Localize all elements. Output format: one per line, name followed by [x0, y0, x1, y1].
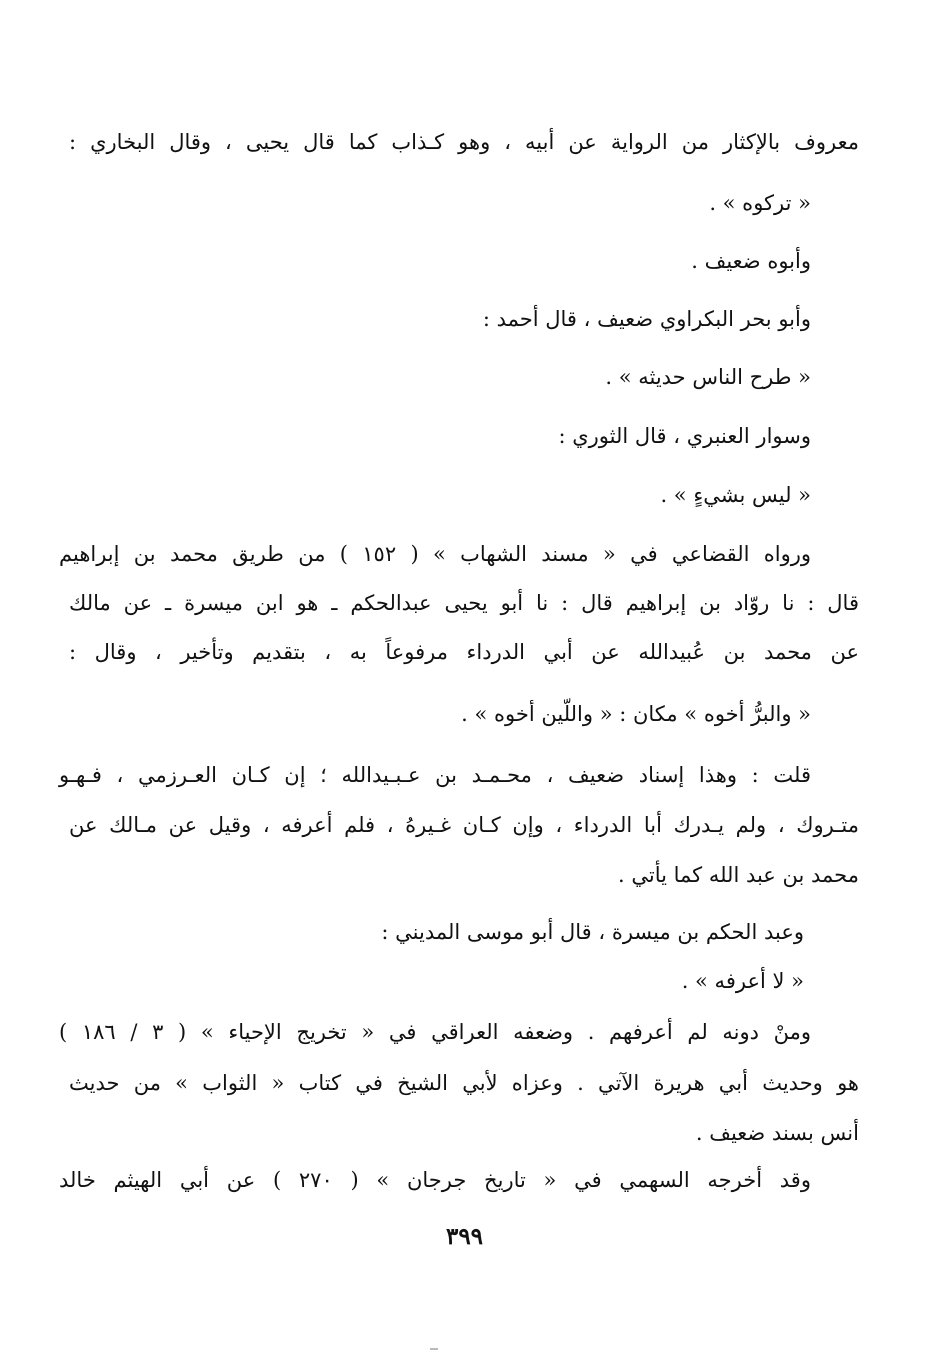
quote-line: « طرح الناس حديثه » . — [605, 365, 811, 389]
text-line: أنس بسند ضعيف . — [695, 1121, 859, 1145]
page-number: ٣٩٩ — [445, 1223, 484, 1250]
text-line: وأبوه ضعيف . — [691, 249, 811, 273]
text-line: عن محمد بن عُبيدالله عن أبي الدرداء مرفوعاً به ، بتقديم وتأخير ، وقال : — [69, 640, 859, 664]
quote-line: « ليس بشيءٍ » . — [660, 483, 811, 507]
text-line: ومنْ دونه لم أعرفهم . وضعفه العراقي في « تخريج الإحياء » ( ٣ / ١٨٦ ) — [59, 1020, 811, 1044]
text-line: قال : نا روّاد بن إبراهيم قال : نا أبو يحيى عبدالحكم ـ هو ابن ميسرة ـ عن مالك — [69, 591, 859, 615]
text-line: متـروك ، ولم يـدرك أبا الدرداء ، وإن كـان غـيرهُ ، فلم أعرفه ، وقيل عن مـالك عن — [69, 813, 859, 837]
quote-line: « تركوه » . — [709, 191, 811, 215]
text-line: معروف بالإكثار من الرواية عن أبيه ، وهو كـذاب كما قال يحيى ، وقال البخاري : — [69, 130, 859, 154]
text-line: وأبو بحر البكراوي ضعيف ، قال أحمد : — [482, 307, 811, 331]
text-line: وسوار العنبري ، قال الثوري : — [558, 424, 811, 448]
text-line: قلت : وهذا إسناد ضعيف ، محـمـد بن عـبـيدالله ؛ إن كـان العـرزمي ، فـهـو — [59, 763, 812, 787]
text-line: محمد بن عبد الله كما يأتي . — [618, 863, 859, 887]
text-line: هو وحديث أبي هريرة الآتي . وعزاه لأبي الشيخ في كتاب « الثواب » من حديث — [69, 1071, 859, 1095]
scan-speck — [430, 1348, 438, 1350]
text-line: ورواه القضاعي في « مسند الشهاب » ( ١٥٢ ) من طريق محمد بن إبراهيم — [59, 542, 811, 566]
text-line: وقد أخرجه السهمي في « تاريخ جرجان » ( ٢٧٠ ) عن أبي الهيثم خالد — [59, 1168, 811, 1192]
text-line: وعبد الحكم بن ميسرة ، قال أبو موسى المديني : — [381, 920, 804, 944]
quote-line: « والبرُّ أخوه » مكان : « واللّين أخوه » . — [461, 702, 811, 726]
quote-line: « لا أعرفه » . — [681, 969, 804, 993]
